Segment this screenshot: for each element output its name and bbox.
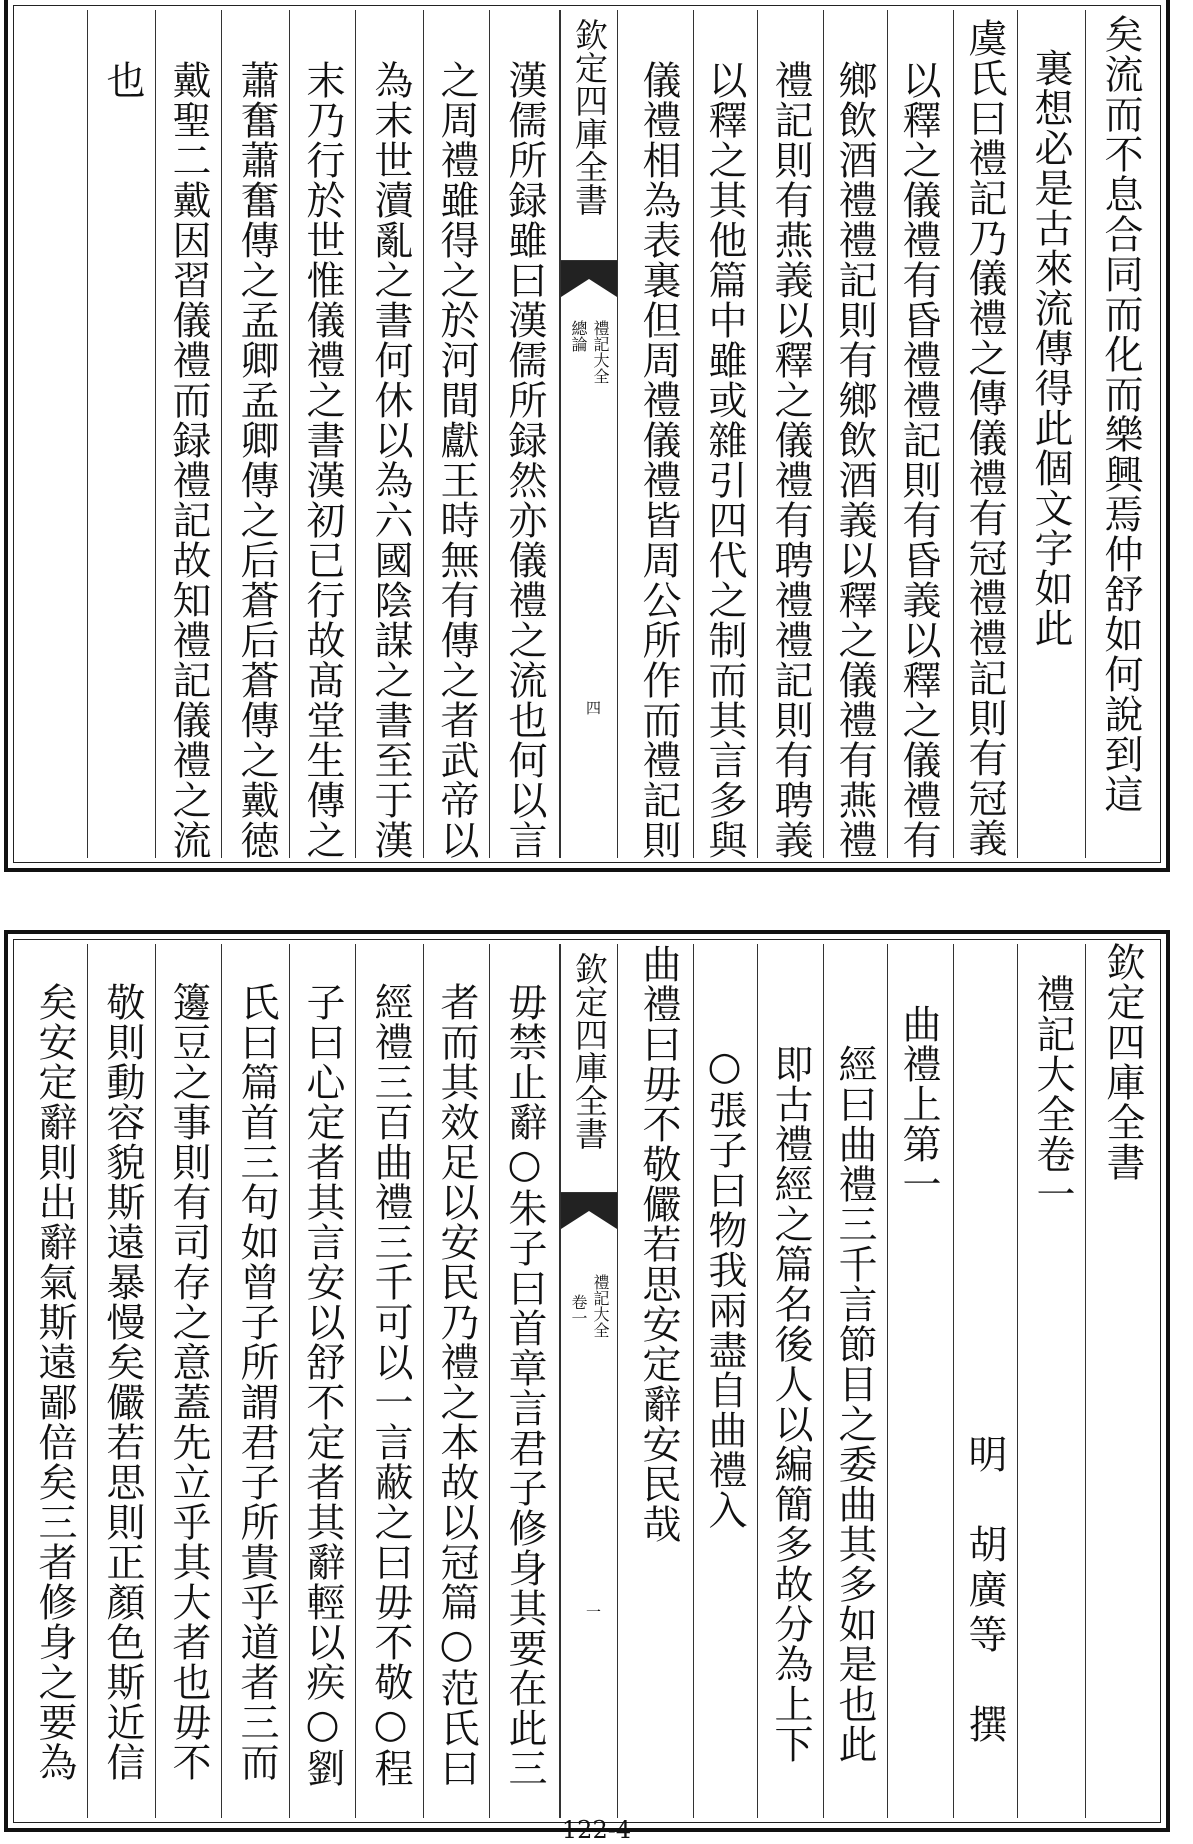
text-column: 儀禮相為表裏但周禮儀禮皆周公所作而禮記則 <box>636 60 681 860</box>
text-column: 曲禮曰毋不敬儼若思安定辭安民哉 <box>636 944 681 1544</box>
volume-title: 禮記大全卷一 <box>1030 974 1075 1214</box>
column-rule <box>823 10 824 858</box>
text-column: 即古禮經之篇名後人以編簡多故分為上下 <box>768 1044 813 1764</box>
bottom-page <box>4 930 1170 1832</box>
section-label: 卷一 <box>569 1294 588 1326</box>
column-rule <box>757 944 758 1818</box>
column-rule <box>559 10 560 858</box>
column-rule <box>1017 10 1018 858</box>
text-column: 毋禁止辭○朱子曰首章言君子修身其要在此三 <box>502 982 547 1788</box>
text-column: 鄉飲酒禮禮記則有鄉飲酒義以釋之儀禮有燕禮 <box>832 60 877 860</box>
text-column: 也 <box>100 60 145 100</box>
text-column: 為末世瀆亂之書何休以為六國陰謀之書至于漢 <box>368 60 413 860</box>
column-rule <box>155 10 156 858</box>
text-column: 漢儒所録雖曰漢儒所録然亦儀禮之流也何以言 <box>502 60 547 860</box>
text-column: 虞氏曰禮記乃儀禮之傳儀禮有冠禮禮記則有冠義 <box>962 18 1007 858</box>
column-rule <box>489 944 490 1818</box>
column-rule <box>289 10 290 858</box>
fishtail-mark <box>561 1192 617 1231</box>
chapter-title: 曲禮上第一 <box>896 1004 941 1204</box>
column-rule <box>1085 944 1086 1818</box>
column-rule <box>87 944 88 1818</box>
text-column: 氏曰篇首三句如曾子所謂君子所貴乎道者三而 <box>234 982 279 1782</box>
column-rule <box>757 10 758 858</box>
text-column: 末乃行於世惟儀禮之書漢初已行故髙堂生傳之 <box>300 60 345 860</box>
text-column: 者而其效足以安民乃禮之本故以冠篇○范氏曰 <box>434 982 479 1788</box>
page-number: 一 <box>584 1604 602 1619</box>
text-column: 以釋之儀禮有昏禮禮記則有昏義以釋之儀禮有 <box>896 60 941 860</box>
column-rule <box>489 10 490 858</box>
text-column: 經曰曲禮三千言節目之委曲其多如是也此 <box>832 1044 877 1764</box>
text-column: 經禮三百曲禮三千可以一言蔽之曰毋不敬○程 <box>368 982 413 1788</box>
text-column: 子曰心定者其言安以舒不定者其辭輕以疾○劉 <box>300 982 345 1788</box>
book-title: 欽定四庫全書 <box>570 952 609 1150</box>
book-title: 欽定四庫全書 <box>570 18 609 216</box>
text-column: 戴聖二戴因習儀禮而録禮記故知禮記儀禮之流 <box>166 60 211 860</box>
column-rule <box>423 944 424 1818</box>
column-rule <box>887 10 888 858</box>
column-rule <box>423 10 424 858</box>
page-footer-number: 122-4 <box>561 1816 632 1844</box>
text-column: 禮記則有燕義以釋之儀禮有聘禮禮記則有聘義 <box>768 60 813 860</box>
column-rule <box>559 944 560 1818</box>
column-rule <box>953 944 954 1818</box>
text-column: 之周禮雖得之於河間獻王時無有傳之者武帝以 <box>434 60 479 860</box>
author-line: 明 胡廣等 撰 <box>962 1434 1007 1749</box>
text-column: 矣流而不息合同而化而樂興焉仲舒如何說到這 <box>1098 14 1143 814</box>
sub-title: 禮記大全 <box>591 1274 610 1338</box>
column-rule <box>221 10 222 858</box>
column-rule <box>823 944 824 1818</box>
column-rule <box>953 10 954 858</box>
text-column: ○張子曰物我兩盡自曲禮入 <box>702 1044 747 1530</box>
text-column: 蕭奮蕭奮傳之孟卿孟卿傳之后蒼后蒼傳之戴徳 <box>234 60 279 860</box>
column-rule <box>155 944 156 1818</box>
text-column: 敬則動容貌斯遠暴慢矣儼若思則正顏色斯近信 <box>100 982 145 1782</box>
center-fold <box>560 944 618 1818</box>
text-column: 以釋之其他篇中雖或雜引四代之制而其言多與 <box>702 60 747 860</box>
book-heading: 欽定四庫全書 <box>1100 942 1145 1182</box>
column-rule <box>289 944 290 1818</box>
column-rule <box>355 944 356 1818</box>
page-number: 四 <box>584 700 602 715</box>
section-label: 總論 <box>569 320 588 352</box>
column-rule <box>355 10 356 858</box>
sub-title: 禮記大全 <box>591 320 610 384</box>
top-page <box>4 0 1170 872</box>
center-fold <box>560 10 618 858</box>
fishtail-mark <box>561 260 617 299</box>
column-rule <box>87 10 88 858</box>
column-rule <box>1085 10 1086 858</box>
column-rule <box>221 944 222 1818</box>
text-column: 裏想必是古來流傳得此個文字如此 <box>1028 48 1073 648</box>
column-rule <box>1017 944 1018 1818</box>
text-column: 矣安定辭則出辭氣斯遠鄙倍矣三者修身之要為 <box>32 982 77 1782</box>
column-rule <box>693 944 694 1818</box>
column-rule <box>887 944 888 1818</box>
column-rule <box>693 10 694 858</box>
text-column: 籩豆之事則有司存之意蓋先立乎其大者也毋不 <box>166 982 211 1782</box>
